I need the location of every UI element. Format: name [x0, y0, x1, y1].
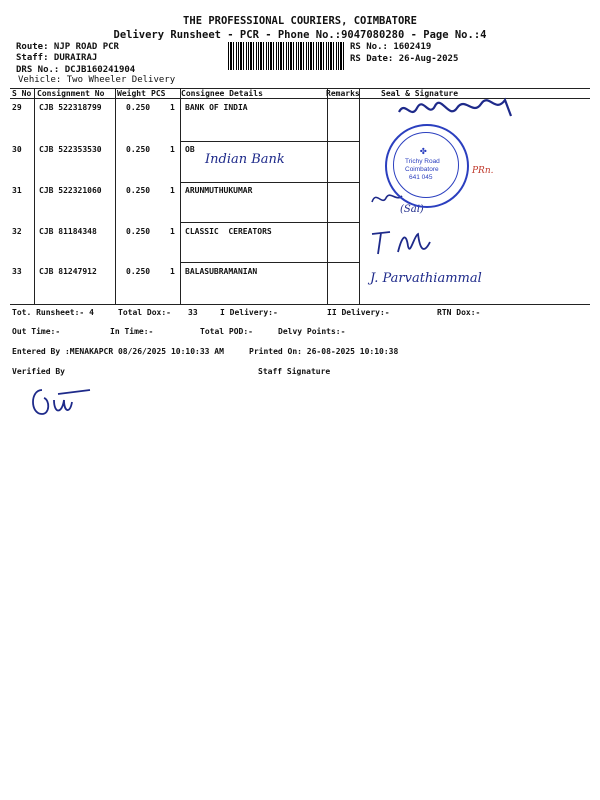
in-time: In Time:-	[110, 327, 154, 336]
col-header-consignee: Consignee Details	[181, 89, 263, 98]
col-divider	[34, 88, 35, 304]
row-divider	[180, 262, 360, 263]
out-time: Out Time:-	[12, 327, 61, 336]
table-bottom-border	[10, 304, 590, 305]
stamp-line-1: Trichy Road	[405, 158, 440, 165]
row-sno: 32	[12, 227, 22, 236]
runsheet-subtitle: Delivery Runsheet - PCR - Phone No.:9047080280 - Page No.:4	[113, 29, 487, 41]
row-pcs: 1	[170, 145, 175, 154]
printed-on: Printed On: 26-08-2025 10:10:38	[249, 347, 399, 356]
delivery-points: Delvy Points:-	[278, 327, 346, 336]
entered-by: Entered By :MENAKAPCR 08/26/2025 10:10:33 AM	[12, 347, 224, 356]
staff-label: Staff: DURAIRAJ	[16, 53, 98, 63]
stamp-line-2: Coimbatore	[405, 166, 439, 173]
col-header-pcs: PCS	[151, 89, 166, 98]
row-sno: 31	[12, 186, 22, 195]
handwritten-signature-sai: (Sai)	[400, 204, 424, 215]
company-title: THE PROFESSIONAL COURIERS, COIMBATORE	[183, 15, 417, 27]
bank-seal-stamp	[385, 124, 469, 208]
barcode	[228, 42, 346, 70]
col-header-sno: S No	[12, 89, 32, 98]
row-divider	[180, 222, 360, 223]
row-weight: 0.250	[126, 186, 151, 195]
staff-signature-label: Staff Signature	[258, 367, 331, 376]
signature-verified-by	[28, 384, 98, 420]
col-header-seal-signature: Seal & Signature	[381, 89, 459, 98]
rs-date: RS Date: 26-Aug-2025	[350, 54, 459, 64]
handwritten-initials: PRn.	[472, 166, 494, 176]
total-pod: Total POD:-	[200, 327, 253, 336]
row-weight: 0.250	[126, 103, 151, 112]
row-pcs: 1	[170, 267, 175, 276]
col-header-consignment: Consignment No	[37, 89, 105, 98]
row-consignee: ARUNMUTHUKUMAR	[185, 186, 253, 195]
row-pcs: 1	[170, 186, 175, 195]
col-divider	[327, 88, 328, 304]
row-sno: 29	[12, 103, 22, 112]
row-weight: 0.250	[126, 227, 151, 236]
row-consignee: CLASSIC CEREATORS	[185, 227, 272, 236]
row-weight: 0.250	[126, 267, 151, 276]
signature-scribble-row29	[395, 94, 525, 126]
verified-by-label: Verified By	[12, 367, 65, 376]
total-dox-label: Total Dox:-	[118, 308, 171, 317]
rtn-dox: RTN Dox:-	[437, 308, 481, 317]
col-divider	[115, 88, 116, 304]
row-consignment: CJB 522321060	[39, 186, 102, 195]
col-divider	[359, 88, 360, 304]
row-weight: 0.250	[126, 145, 151, 154]
vehicle-label: Vehicle: Two Wheeler Delivery	[18, 75, 176, 85]
stamp-line-3: 641 045	[409, 174, 433, 181]
bank-logo-icon: ✤	[420, 144, 427, 157]
row-consignment: CJB 81184348	[39, 227, 97, 236]
col-header-weight: Weight	[117, 89, 146, 98]
signature-scribble-row32	[368, 228, 438, 260]
row-sno: 33	[12, 267, 22, 276]
row-consignee: BANK OF INDIA	[185, 103, 248, 112]
total-dox-value: 33	[188, 308, 198, 317]
rs-number: RS No.: 1602419	[350, 42, 432, 52]
row-consignee: BALASUBRAMANIAN	[185, 267, 258, 276]
col-header-remarks: Remarks	[326, 89, 360, 98]
total-runsheet: Tot. Runsheet:- 4	[12, 308, 94, 317]
i-delivery: I Delivery:-	[220, 308, 278, 317]
ii-delivery: II Delivery:-	[327, 308, 390, 317]
route-label: Route: NJP ROAD PCR	[16, 42, 119, 52]
row-divider	[180, 141, 360, 142]
row-pcs: 1	[170, 103, 175, 112]
row-consignment: CJB 81247912	[39, 267, 97, 276]
row-divider	[180, 182, 360, 183]
row-sno: 30	[12, 145, 22, 154]
row-consignee: OB	[185, 145, 195, 154]
row-consignment: CJB 522353530	[39, 145, 102, 154]
col-divider	[180, 88, 181, 304]
row-pcs: 1	[170, 227, 175, 236]
drs-label: DRS No.: DCJB160241904	[16, 65, 136, 75]
handwritten-signature-parvathiammal: J. Parvathiammal	[370, 271, 482, 286]
handwritten-bank-note: Indian Bank	[205, 152, 285, 167]
row-consignment: CJB 522318799	[39, 103, 102, 112]
